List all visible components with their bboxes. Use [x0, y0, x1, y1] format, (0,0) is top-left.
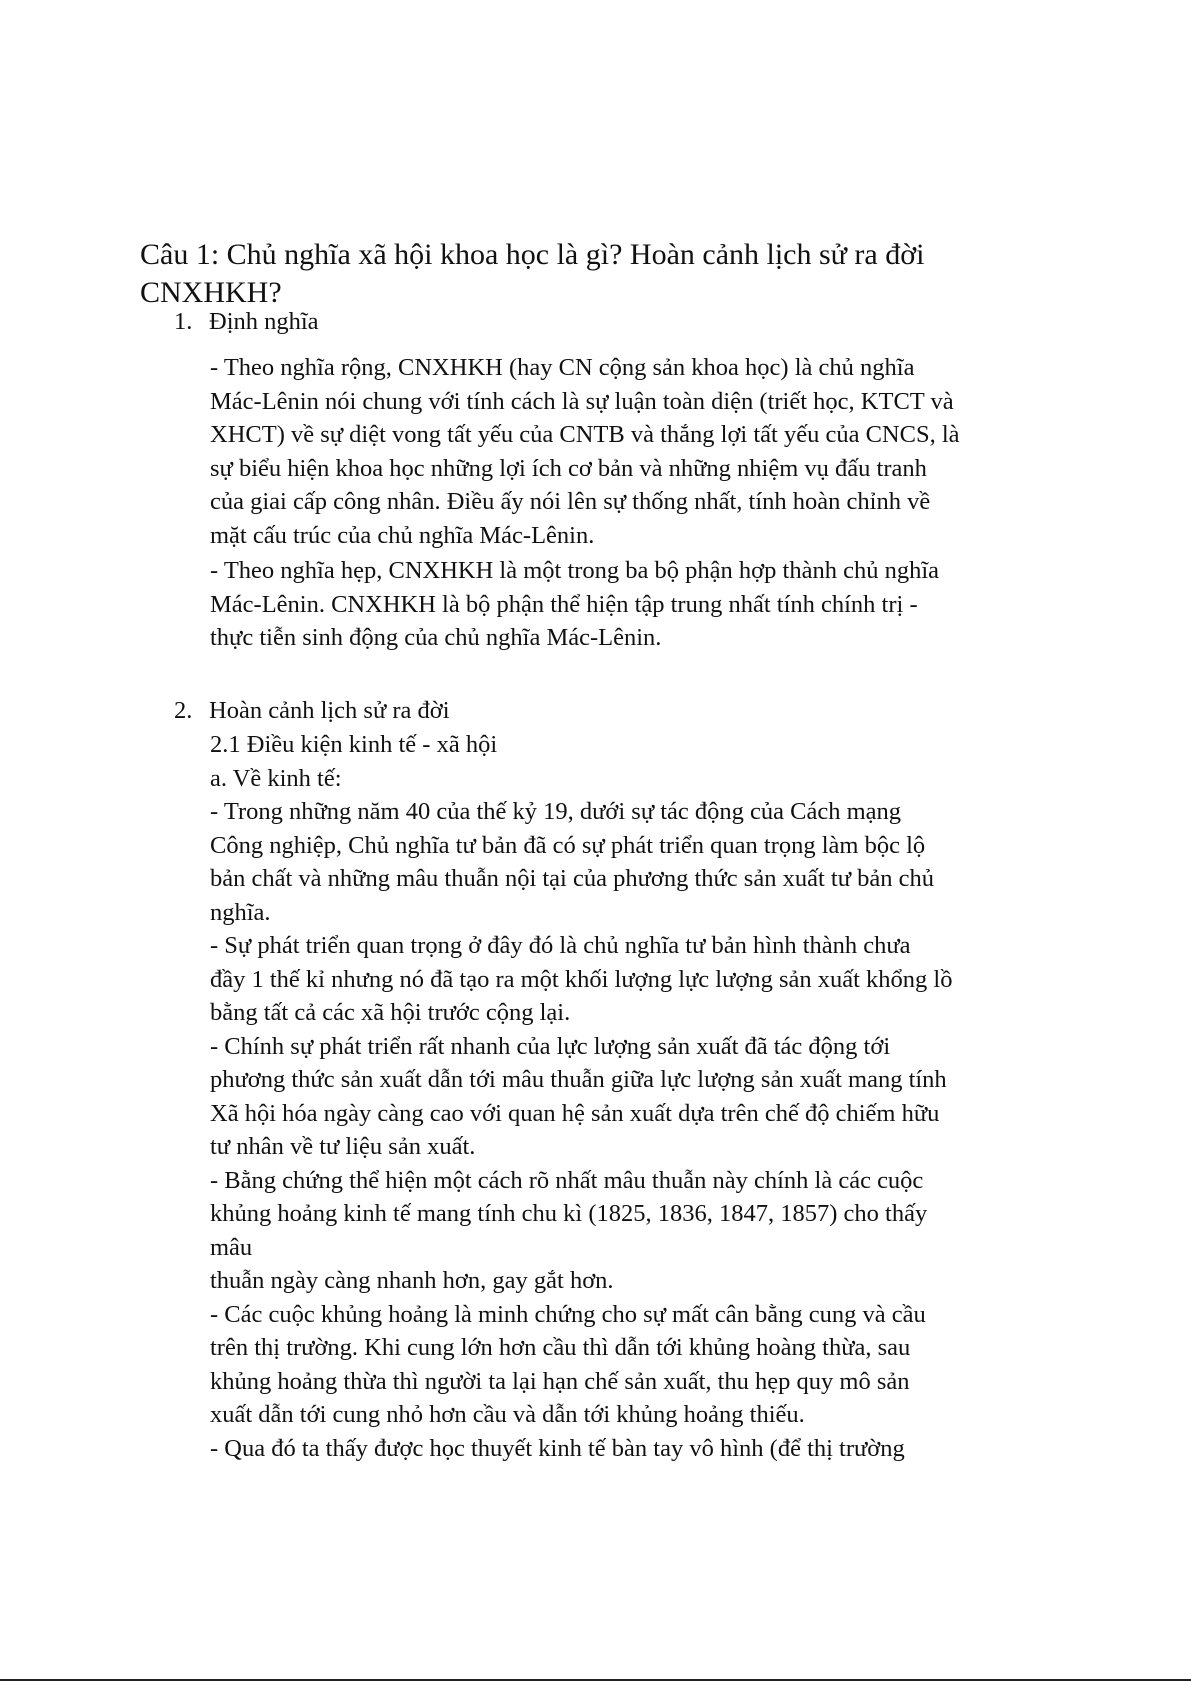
paragraph-line: nghĩa. — [210, 898, 271, 926]
paragraph-line: - Bằng chứng thể hiện một cách rõ nhất mâu thuẫn này chính là các cuộc — [210, 1166, 924, 1194]
paragraph-line: - Theo nghĩa rộng, CNXHKH (hay CN cộng sản khoa học) là chủ nghĩa — [210, 354, 915, 381]
definition-broad-paragraph — [210, 351, 1090, 552]
title-line: Câu 1: Chủ nghĩa xã hội khoa học là gì? Hoàn cảnh lịch sử ra đời — [140, 238, 925, 271]
page-bottom-rule — [0, 1679, 1191, 1681]
paragraph-line: tư nhân về tư liệu sản xuất. — [210, 1133, 476, 1160]
paragraph-line: thực tiễn sinh động của chủ nghĩa Mác-Lênin. — [210, 624, 662, 651]
paragraph-line: đầy 1 thế kỉ nhưng nó đã tạo ra một khối lượng lực lượng sản xuất khổng lồ — [210, 965, 953, 993]
paragraph-line: sự biểu hiện khoa học những lợi ích cơ bản và những nhiệm vụ đấu tranh — [210, 454, 927, 482]
paragraph-line: thuẫn ngày càng nhanh hơn, gay gắt hơn. — [210, 1267, 614, 1294]
paragraph-line: phương thức sản xuất dẫn tới mâu thuẫn giữa lực lượng sản xuất mang tính — [210, 1066, 947, 1093]
paragraph-line: Mác-Lênin nói chung với tính cách là sự luận toàn diện (triết học, KTCT và — [210, 387, 954, 415]
paragraph-line: xuất dẫn tới cung nhỏ hơn cầu và dẫn tới khủng hoảng thiếu. — [210, 1401, 805, 1428]
paragraph-line: - Trong những năm 40 của thế kỷ 19, dưới sự tác động của Cách mạng — [210, 798, 902, 825]
paragraph-line: mặt cấu trúc của chủ nghĩa Mác-Lênin. — [210, 521, 595, 549]
paragraph-line: bản chất và những mâu thuẫn nội tại của phương thức sản xuất tư bản chủ — [210, 865, 934, 892]
paragraph-line: - Chính sự phát triển rất nhanh của lực lượng sản xuất đã tác động tới — [210, 1032, 891, 1060]
paragraph-line: của giai cấp công nhân. Điều ấy nói lên sự thống nhất, tính hoàn chỉnh về — [210, 488, 931, 515]
subheading-line: a. Về kinh tế: — [210, 764, 342, 792]
paragraph-line: khủng hoảng kinh tế mang tính chu kì (1825, 1836, 1847, 1857) cho thấy — [210, 1200, 928, 1227]
definition-narrow-paragraph — [210, 554, 1090, 655]
section-2-heading-text: Hoàn cảnh lịch sử ra đời — [209, 697, 450, 724]
paragraph-line: Xã hội hóa ngày càng cao với quan hệ sản xuất dựa trên chế độ chiếm hữu — [210, 1099, 940, 1127]
paragraph-line: - Theo nghĩa hẹp, CNXHKH là một trong ba bộ phận hợp thành chủ nghĩa — [210, 557, 939, 584]
section-1-heading-text: Định nghĩa — [209, 308, 319, 335]
section-2-heading — [174, 694, 1074, 728]
paragraph-line: - Qua đó ta thấy được học thuyết kinh tế bàn tay vô hình (để thị trường — [210, 1434, 905, 1462]
paragraph-line: khủng hoảng thừa thì người ta lại hạn chế sản xuất, thu hẹp quy mô sản — [210, 1367, 910, 1395]
paragraph-line: - Các cuộc khủng hoảng là minh chứng cho sự mất cân bằng cung và cầu — [210, 1300, 926, 1328]
paragraph-line: Mác-Lênin. CNXHKH là bộ phận thể hiện tập trung nhất tính chính trị - — [210, 590, 918, 618]
paragraph-line: - Sự phát triển quan trọng ở đây đó là chủ nghĩa tư bản hình thành chưa — [210, 932, 911, 959]
paragraph-line: mâu — [210, 1233, 253, 1261]
section-1-number: 1. — [174, 308, 193, 335]
paragraph-line: Công nghiệp, Chủ nghĩa tư bản đã có sự phát triển quan trọng làm bộc lộ — [210, 831, 926, 859]
paragraph-line: trên thị trường. Khi cung lớn hơn cầu thì dẫn tới khủng hoàng thừa, sau — [210, 1334, 911, 1361]
historical-context-body — [210, 728, 1090, 1465]
section-1-heading — [174, 305, 1074, 339]
question-title — [140, 236, 1040, 312]
title-line: CNXHKH? — [140, 276, 282, 309]
paragraph-line: XHCT) về sự diệt vong tất yếu của CNTB và thắng lợi tất yếu của CNCS, là — [210, 421, 960, 448]
paragraph-line: bằng tất cả các xã hội trước cộng lại. — [210, 999, 571, 1026]
section-2-number: 2. — [174, 697, 193, 724]
subheading-line: 2.1 Điều kiện kinh tế - xã hội — [210, 731, 498, 758]
